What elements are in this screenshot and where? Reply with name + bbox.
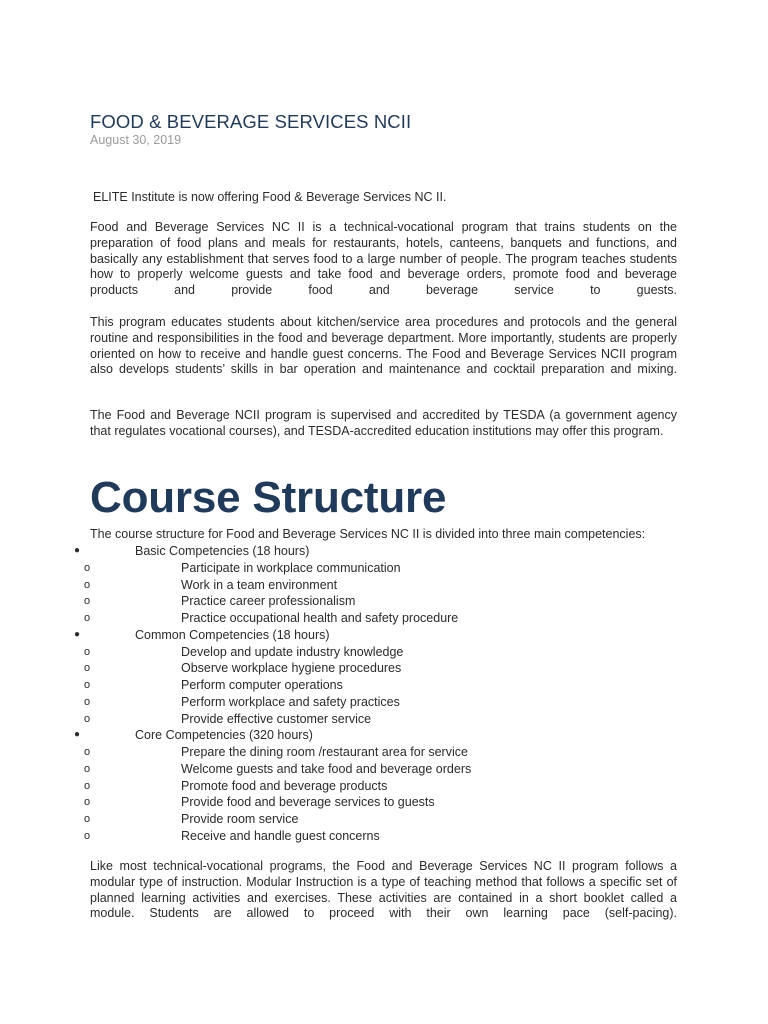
sub-bullet-icon: o xyxy=(84,796,91,809)
sub-bullet-icon: o xyxy=(84,561,91,574)
competency-item: Participate in workplace communication xyxy=(181,560,401,575)
sub-bullet-icon: o xyxy=(84,595,91,608)
competency-item: Provide room service xyxy=(181,812,299,826)
competency-item: Promote food and beverage products xyxy=(181,778,388,793)
competency-item: Practice occupational health and safety procedure xyxy=(181,611,459,625)
competency-item: Practice career professionalism xyxy=(181,594,356,609)
sub-bullet-icon: o xyxy=(84,762,91,775)
sub-bullet-icon: o xyxy=(84,662,91,675)
list-item xyxy=(0,560,768,577)
competency-item: Perform workplace and safety practices xyxy=(181,694,400,709)
list-item xyxy=(0,761,768,778)
paragraph-accreditation: The Food and Beverage NCII program is supervised and accredited by TESDA (a government agency that regulates vocational courses), and TESDA-accredited education institutions may offer this program. xyxy=(90,408,677,438)
list-item xyxy=(0,593,768,610)
bullet-icon: ● xyxy=(74,545,81,556)
competency-item: Receive and handle guest concerns xyxy=(181,828,380,843)
list-item xyxy=(0,778,768,795)
competency-item: Develop and update industry knowledge xyxy=(181,644,404,659)
sub-bullet-icon: o xyxy=(84,779,91,792)
competency-item: Prepare the dining room /restaurant area for service xyxy=(181,745,468,759)
list-item xyxy=(0,811,768,828)
sub-bullet-icon: o xyxy=(84,645,91,658)
list-item xyxy=(0,828,768,845)
list-item xyxy=(0,577,768,594)
page-title: FOOD & BEVERAGE SERVICES NCII xyxy=(90,111,412,132)
course-structure-heading: Course Structure xyxy=(90,473,447,522)
sub-bullet-icon: o xyxy=(84,746,91,758)
competency-group-label: Core Competencies (320 hours) xyxy=(135,728,313,743)
competency-item: Provide food and beverage services to guests xyxy=(181,795,435,810)
sub-bullet-icon: o xyxy=(84,813,91,825)
post-date: August 30, 2019 xyxy=(90,133,182,147)
bullet-icon: ● xyxy=(74,628,81,640)
list-item xyxy=(0,660,768,677)
competency-group-label: Basic Competencies (18 hours) xyxy=(135,544,310,558)
competency-item: Provide effective customer service xyxy=(181,711,372,726)
competency-group-label: Common Competencies (18 hours) xyxy=(135,627,330,642)
list-item xyxy=(0,744,768,761)
list-item xyxy=(0,610,768,627)
competency-item: Welcome guests and take food and beverage orders xyxy=(181,761,472,776)
list-item xyxy=(0,677,768,694)
sub-bullet-icon: o xyxy=(84,695,91,708)
competency-item: Work in a team environment xyxy=(181,577,338,592)
competency-item: Observe workplace hygiene procedures xyxy=(181,661,402,676)
sub-bullet-icon: o xyxy=(84,578,91,591)
sub-bullet-icon: o xyxy=(84,712,91,725)
sub-bullet-icon: o xyxy=(84,829,91,842)
intro-line: ELITE Institute is now offering Food & Beverage Services NC II. xyxy=(93,190,447,204)
list-item xyxy=(0,711,768,728)
course-structure-intro: The course structure for Food and Beverage Services NC II is divided into three main competencies: xyxy=(90,527,646,541)
list-item xyxy=(0,644,768,661)
paragraph-program-education: This program educates students about kitchen/service area procedures and protocols and the general routine and responsibilities in the food and beverage department. More importantly, students are properly oriented on how to receive and handle guest concerns. The Food and Beverage Services NCII program also develops students’ skills in bar operation and maintenance and cocktail preparation and mixing. xyxy=(90,315,677,377)
paragraph-program-overview: Food and Beverage Services NC II is a technical-vocational program that trains students on the preparation of food plans and meals for restaurants, hotels, canteens, banquets and functions, and basically any establishment that serves food to a large number of people. The program teaches students how to properly welcome guests and take food and beverage orders, promote food and beverage products and provide food and beverage service to guests. xyxy=(90,220,677,298)
competency-group xyxy=(0,727,768,744)
list-item xyxy=(0,794,768,811)
competency-item: Perform computer operations xyxy=(181,678,343,692)
sub-bullet-icon: o xyxy=(84,612,91,624)
sub-bullet-icon: o xyxy=(84,679,91,691)
competency-list xyxy=(0,543,768,845)
paragraph-modular-instruction: Like most technical-vocational programs, the Food and Beverage Services NC II program follows a modular type of instruction. Modular Instruction is a type of teaching method that follows a specific set of planned learning activities and exercises. These activities are contained in a short booklet called a module. Students are allowed to proceed with their own learning pace (self-pacing). xyxy=(90,859,677,921)
bullet-icon: ● xyxy=(74,729,81,741)
competency-group xyxy=(0,543,768,560)
competency-group xyxy=(0,627,768,644)
list-item xyxy=(0,694,768,711)
